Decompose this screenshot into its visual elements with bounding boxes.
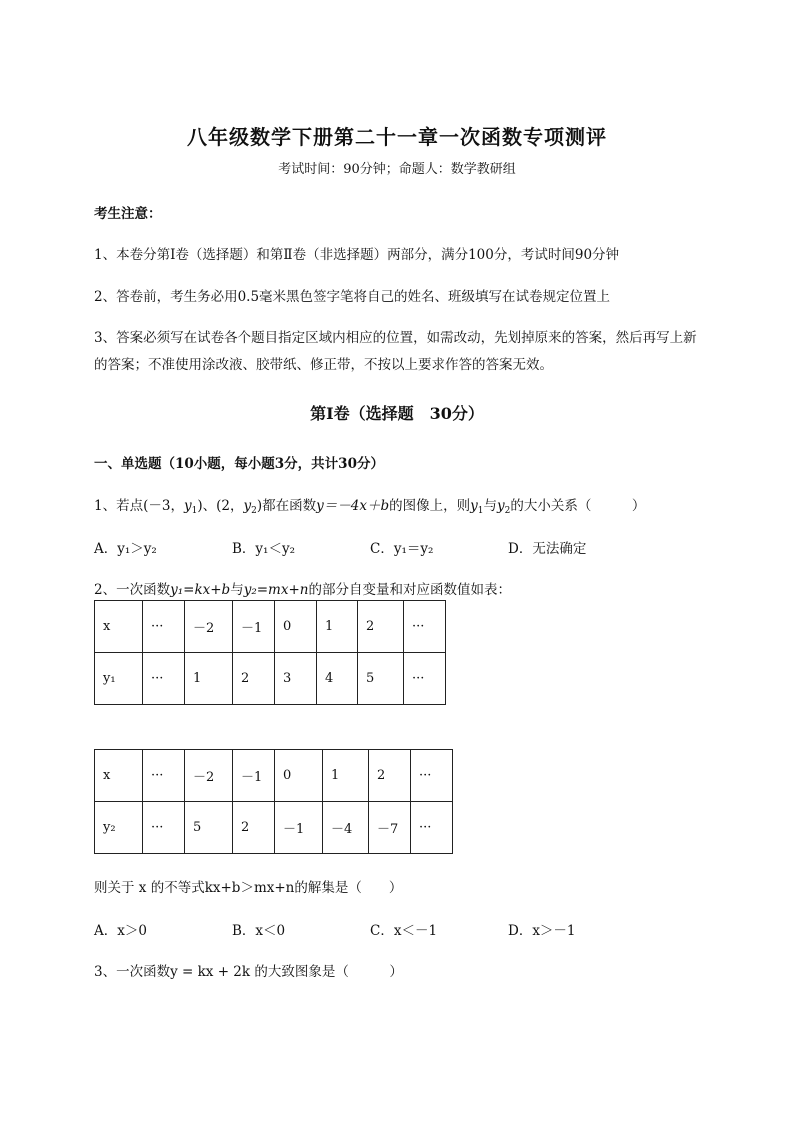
table-cell: －1 (233, 750, 275, 802)
table-cell: －1 (233, 601, 275, 653)
q2-option-b: B．x＜0 (232, 923, 286, 939)
table-cell: 5 (185, 802, 233, 854)
table-cell: 0 (275, 750, 323, 802)
q1-option-a: A．y₁＞y₂ (94, 541, 157, 557)
table-cell: 1 (185, 653, 233, 705)
table-cell: －7 (369, 802, 411, 854)
notice-heading: 考生注意： (94, 206, 162, 222)
notice-item-1: 1、本卷分第I卷（选择题）和第Ⅱ卷（非选择题）两部分，满分100分，考试时间90分钟 (94, 247, 620, 263)
table-cell: ··· (143, 802, 185, 854)
notice-item-3-line2: 的答案；不准使用涂改液、胶带纸、修正带，不按以上要求作答的答案无效。 (94, 357, 553, 373)
table-cell: ··· (143, 601, 185, 653)
table-cell: －4 (323, 802, 369, 854)
table-cell: 2 (233, 653, 275, 705)
table-cell: ··· (143, 653, 185, 705)
notice-item-2: 2、答卷前，考生务必用0.5毫米黑色签字笔将自己的姓名、班级填写在试卷规定位置上 (94, 289, 611, 305)
q2-question: 则关于 x 的不等式kx+b＞mx+n的解集是（ ） (94, 880, 403, 896)
table-cell: 0 (275, 601, 317, 653)
table-cell: y₂ (95, 802, 143, 854)
notice-item-3-line1: 3、答案必须写在试卷各个题目指定区域内相应的位置，如需改动，先划掉原来的答案，然后再写上新 (94, 330, 697, 346)
q2-option-d: D．x＞－1 (508, 923, 576, 939)
table-cell: 2 (369, 750, 411, 802)
table-row (95, 653, 446, 705)
table-cell: x (95, 750, 143, 802)
table-cell: ··· (411, 750, 453, 802)
table-cell: ··· (404, 653, 446, 705)
table-cell: 2 (358, 601, 404, 653)
table-row (95, 802, 453, 854)
part-heading: 一、单选题（10小题，每小题3分，共计30分） (94, 456, 384, 472)
exam-info: 考试时间：90分钟；命题人：数学教研组 (278, 162, 516, 177)
table-row (95, 750, 453, 802)
table-cell: －1 (275, 802, 323, 854)
table-cell: y₁ (95, 653, 143, 705)
q1-option-d: D．无法确定 (508, 541, 587, 557)
q2-option-a: A．x＞0 (94, 923, 147, 939)
question-1: 1、若点(－3，$y_1$)、(2，$y_2$)都在函数y＝－4x＋b的图像上，则$y_1$与$y_2$的大小关系（ ） (94, 498, 646, 516)
table-cell: 4 (317, 653, 358, 705)
table-cell: 5 (358, 653, 404, 705)
question-3: 3、一次函数y = kx + 2k 的大致图象是（ ） (94, 964, 403, 980)
table-cell: ··· (143, 750, 185, 802)
table-cell: －2 (185, 750, 233, 802)
q1-option-c: C．y₁＝y₂ (370, 541, 434, 557)
table-cell: 2 (233, 802, 275, 854)
value-table-1 (94, 600, 446, 705)
table-cell: x (95, 601, 143, 653)
table-cell: ··· (411, 802, 453, 854)
section-title: 第I卷（选择题 30分） (310, 404, 484, 423)
table-cell: －2 (185, 601, 233, 653)
table-cell: ··· (404, 601, 446, 653)
value-table-2 (94, 749, 453, 854)
table-cell: 3 (275, 653, 317, 705)
q1-option-b: B．y₁＜y₂ (232, 541, 295, 557)
question-2: 2、一次函数y₁=kx+b与y₂=mx+n的部分自变量和对应函数值如表： (94, 582, 511, 598)
table-cell: 1 (323, 750, 369, 802)
table-row (95, 601, 446, 653)
page-title: 八年级数学下册第二十一章一次函数专项测评 (187, 125, 607, 149)
table-cell: 1 (317, 601, 358, 653)
q2-option-c: C．x＜－1 (370, 923, 438, 939)
